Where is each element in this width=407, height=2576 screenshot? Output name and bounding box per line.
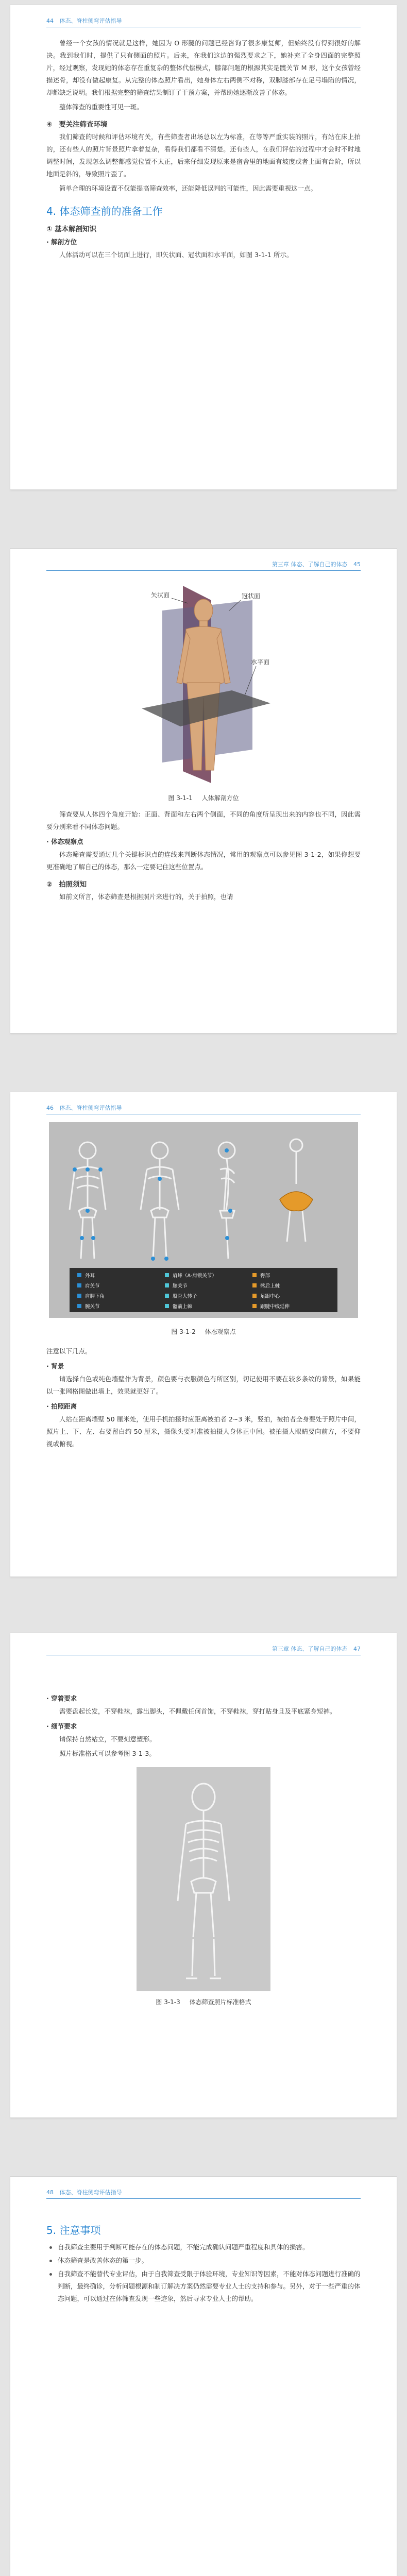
legend-item: 股骨大转子 [173,1294,197,1299]
paragraph: 人站在距离墙壁 50 厘米处，使用手机拍摄时应距离被拍者 2~3 米，竖拍，被拍者全身要处于照片中间，照片上、下、左、右要留白约 50 厘米，摄像头要对准被拍摄人身体正中间。被拍摄人眼睛要向前方，不要仰视或俯视。 [46,1415,361,1448]
running-title: 体态、脊柱侧弯评估指导 [59,18,122,24]
legend-item: 肩关节 [85,1283,100,1289]
running-header [46,1104,361,1114]
figure-caption [46,793,361,802]
paragraph: 曾经一个女孩的情况就是这样，她因为 O 形腿的问题已经咨询了很多康复师，但始终没有得到很好的解决。我到我们时，提供了只有侧面的照片。后来，在我们这边的强烈要求之下，她补充了全身四面的完整照片，经过观察，发现她的体态存在重复杂的整体代偿模式，膝部问题的根源其实是髋关节 M 形，这个女孩曾经描述骨，却没有做起康复。从完整的体态照片看出，她身体左右两侧不对称，双脚膝部存在足弓塌陷的情况，却都缺乏说明。我们根据完整的筛查结果制订了干预方案，并帮助她逐渐改善了体态。 [46,39,361,96]
caption-number: 图 3-1-3 [156,1998,180,2006]
page-number: 45 [353,561,361,568]
anatomical-planes-illustration [121,580,286,788]
paragraph: 整体筛查的重要性可见一斑。 [59,103,143,111]
bullet-heading: · 体态观察点 [46,838,83,845]
page-45 [10,549,397,1033]
running-header [46,560,361,571]
notes-list [46,2241,361,2305]
page-body [46,1690,361,2006]
standard-photo-illustration [137,1767,270,1991]
page-48 [10,2177,397,2576]
label-horizontal: 水平面 [251,658,270,666]
caption-text: 体态筛查照片标准格式 [189,1998,251,2006]
legend-item: 肩胛下角 [85,1294,105,1299]
running-title: 第三章 体态、了解自己的体态 [272,561,348,568]
bullet-heading: · 拍照距离 [46,1402,77,1410]
heading-text: 拍照须知 [59,880,87,889]
running-header [46,2188,361,2199]
page-body [46,37,361,263]
paragraph: 如前文所言，体态筛查是根据照片来进行的，关于拍照，也请 [59,893,233,901]
caption-number: 图 3-1-1 [168,794,193,802]
legend-item: 腕关节 [85,1304,100,1310]
label-coronal: 冠状面 [242,592,261,600]
running-title: 体态、脊柱侧弯评估指导 [59,2189,122,2196]
numbered-heading [46,118,361,129]
caption-number: 图 3-1-2 [171,1328,196,1335]
paragraph: 体态筛查需要通过几个关键标识点的连线来判断体态情况，常用的观察点可以参见图 3-1-2，如果你想要更准确地了解自己的体态，那么一定要记住这些位置点。 [46,851,361,871]
page-number: 48 [46,2189,54,2196]
page-body [46,1122,361,1452]
page-46 [10,1092,397,1577]
subsection-title: ① 基本解剖知识 [46,225,97,233]
paragraph: 注意以下几点。 [46,1347,92,1355]
running-title: 第三章 体态、了解自己的体态 [272,1646,348,1652]
bullet-heading: · 背景 [46,1362,64,1370]
running-header [46,16,361,27]
legend-item: 臀部 [260,1273,270,1279]
list-item: 自我筛查不能替代专业评估，由于自我筛查受限于体验环境，专业知识等因素，不能对体态问题进行准确的判断，最终确诊，分析问题根源和制订解决方案仍然需要专业人士的支持和参与。另外，对于一些严重的体态问题，可以通过在体筛查发现一些迹象，然后寻求专业人士的帮助。 [46,2268,361,2305]
label-sagittal: 矢状面 [151,591,170,599]
page-44 [10,5,397,489]
paragraph: 筛查要从人体四个角度开始：正面、背面和左右两个侧面，不同的角度所呈现出来的内容也不同，因此需要分别来看不同体态问题。 [46,810,361,831]
paragraph: 我们筛查的时候和评估环境有关，有些筛查者出场总以左为标准，在等等严重实装的照片，有站在床上拍的，还有些人的照片背景照片拿着复杂，看得我们都看不清楚。还有些人，在我们评估的过程中才会时不时地调整时间，发现怎么调整都感觉位置不太正，后来仔细发现原来是宿舍里的地面有坡度或者上面有台阶，所以地面是斜的，导致照片歪了。 [46,133,361,178]
page-number: 47 [353,1646,361,1652]
caption-text: 人体解剖方位 [201,794,239,802]
legend-item: 外耳 [85,1273,95,1279]
section-title: 4. 体态筛查前的准备工作 [46,205,163,217]
paragraph: 请保持自然站立，不要刻意塑形。 [59,1735,156,1743]
legend-item: 髂前上棘 [173,1304,193,1310]
paragraph: 请选择白色或纯色墙壁作为背景，颜色要与衣服颜色有所区别，切记使用不要在较多条纹的背景，如果能以一张网格图做出墙上，效果就更好了。 [46,1375,361,1395]
paragraph: 照片标准格式可以参考图 3-1-3。 [59,1750,156,1757]
bullet-heading: · 解剖方位 [46,238,77,246]
section-title: 5. 注意事项 [46,2224,101,2236]
page-number: 46 [46,1105,54,1111]
legend-item: 足跟中心 [260,1294,280,1299]
observation-points-illustration [49,1122,358,1318]
figure-standard-photo [46,1767,361,1993]
running-title: 体态、脊柱侧弯评估指导 [59,1105,122,1111]
figure-caption [46,1327,361,1336]
heading-marker: ④ [46,121,53,129]
page-47 [10,1633,397,2117]
bullet-heading: · 穿着要求 [46,1694,77,1702]
caption-text: 体态观察点 [205,1328,236,1335]
numbered-heading [46,878,361,889]
bullet-heading: · 细节要求 [46,1722,77,1730]
heading-marker: ② [46,880,53,889]
list-item: 体态筛查是改善体态的第一步。 [46,2255,361,2267]
paragraph: 简单合理的环境设置不仅能提高筛查效率，还能降低误判的可能性，因此需要重视这一点。 [59,184,317,192]
heading-text: 要关注筛查环境 [59,121,108,129]
legend-item: 髂后上棘 [260,1283,280,1289]
page-number: 44 [46,18,54,24]
legend-item: 肩峰（A-肩锁关节） [173,1273,217,1279]
legend-item: 膝关节 [173,1283,188,1289]
running-header [46,1645,361,1655]
paragraph: 需要盘起长发，不穿鞋袜，露出脚头，不佩戴任何首饰，不穿鞋袜，穿打贴身且及平底紧身短裤。 [59,1707,336,1715]
page-body [46,2214,361,2306]
paragraph: 人体活动可以在三个切面上进行，即矢状面、冠状面和水平面，如图 3-1-1 所示。 [59,251,293,259]
figure-observation-points [46,1122,361,1320]
page-body [46,580,361,905]
list-item: 自我筛查主要用于判断可能存在的体态问题，不能完成确认问题严重程度和具体的损害。 [46,2241,361,2253]
figure-anatomical-planes [46,580,361,790]
legend-item: 跟腱中线延伸 [260,1304,290,1310]
figure-caption [46,1997,361,2006]
